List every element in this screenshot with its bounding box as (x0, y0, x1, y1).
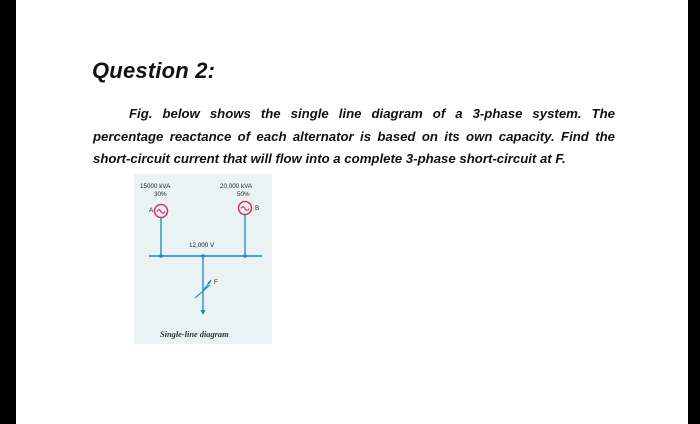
generator-a-label: A (149, 207, 154, 214)
question-body (93, 103, 615, 171)
bus-node-a (159, 254, 163, 258)
generator-a-reactance: 30% (154, 191, 167, 198)
bus-node-b (243, 254, 247, 258)
generator-b-sine-icon (241, 207, 249, 211)
generator-a-rating: 15000 kVA (140, 183, 171, 190)
figure-caption: Single-line diagram (160, 330, 229, 339)
generator-b-reactance: 50% (237, 191, 250, 198)
diagram-svg (134, 174, 272, 344)
question-text: Fig. below shows the single line diagram of a 3-phase system. The percentage reactance of each alternator is based on its own capacity. Find the short-circuit current that will flow into a complete 3-phase short-circuit at F. (93, 106, 615, 166)
generator-b-label: B (255, 205, 260, 212)
single-line-diagram-figure (134, 174, 272, 344)
bus-voltage-label: 12,000 V (189, 242, 215, 249)
generator-a-sine-icon (157, 210, 165, 214)
question-title: Question 2: (92, 58, 216, 83)
left-black-border (0, 0, 16, 424)
fault-arrow-icon (201, 310, 206, 315)
generator-b-rating: 20,000 kVA (220, 183, 253, 190)
right-black-border (688, 0, 700, 424)
fault-label: F (214, 279, 218, 286)
document-page (16, 0, 688, 424)
